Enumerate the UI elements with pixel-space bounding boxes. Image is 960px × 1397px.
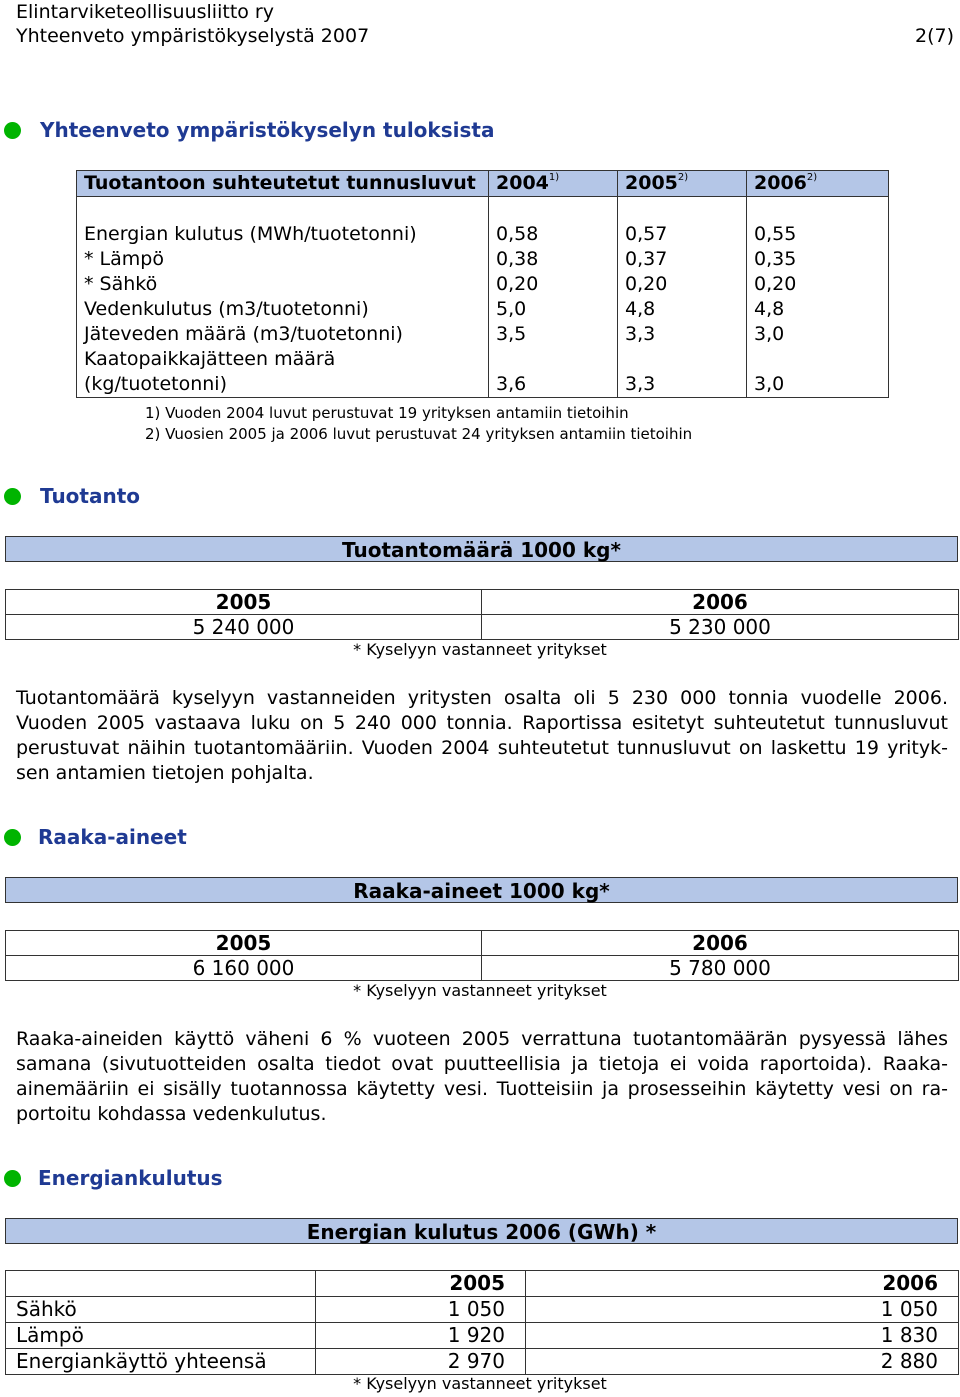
footnote-2: 2) Vuosien 2005 ja 2006 luvut perustuvat 24 yrityksen antamiin tietoihin — [145, 425, 693, 443]
section-title-summary: Yhteenveto ympäristökyselyn tuloksista — [40, 118, 495, 142]
year-header: 2006$^{2)}$ — [747, 171, 889, 197]
raw-materials-title-bar: Raaka-aineet 1000 kg* — [5, 877, 958, 903]
production-paragraph: Tuotantomäärä kyselyyn vastanneiden yritysten osalta oli 5 230 000 tonnia vuodelle 2006. Vuoden 2005 vastaava luku on 5 240 000 tonnia. Raportissa esitetyt suhteutetut tunnusluvut perustuvat näihin tuotantomääriin. Vuoden 2004 suhteutetut tunnusluvut on laskettu 19 yrityk-sen antamien tietojen pohjalta. — [16, 687, 948, 784]
table-row: Lämpö 1 920 1 830 — [6, 1323, 959, 1349]
table-row: 2005 2006 — [6, 590, 959, 615]
table-row: (kg/tuotetonni) 3,6 3,3 3,0 — [77, 372, 889, 398]
table-row: Sähkö 1 050 1 050 — [6, 1297, 959, 1323]
page-number: 2(7) — [914, 25, 954, 47]
summary-header-row — [77, 171, 889, 197]
summary-col-label: Tuotantoon suhteutetut tunnusluvut — [77, 171, 489, 197]
production-title-bar: Tuotantomäärä 1000 kg* — [5, 536, 958, 562]
energy-title-bar: Energian kulutus 2006 (GWh) * — [5, 1218, 958, 1244]
green-dot-icon — [4, 1170, 21, 1187]
green-dot-icon — [4, 829, 21, 846]
year-header: 2004$^{1)}$ — [489, 171, 618, 197]
table-row: * Lämpö 0,38 0,37 0,35 — [77, 247, 889, 272]
table-row: Kaatopaikkajätteen määrä — [77, 347, 889, 372]
green-dot-icon — [4, 122, 21, 139]
energy-table — [5, 1270, 959, 1375]
footnote-1: 1) Vuoden 2004 luvut perustuvat 19 yrityksen antamiin tietoihin — [145, 404, 629, 422]
production-footnote: * Kyselyyn vastanneet yritykset — [353, 640, 607, 659]
table-row: Energiankäyttö yhteensä 2 970 2 880 — [6, 1349, 959, 1375]
year-header: 2005$^{2)}$ — [618, 171, 747, 197]
raw-materials-table — [5, 930, 959, 981]
table-row: Energian kulutus (MWh/tuotetonni) 0,58 0,57 0,55 — [77, 222, 889, 247]
section-title-raw-materials: Raaka-aineet — [38, 825, 187, 849]
table-row: 6 160 000 5 780 000 — [6, 956, 959, 981]
raw-materials-footnote: * Kyselyyn vastanneet yritykset — [353, 981, 607, 1000]
green-dot-icon — [4, 488, 21, 505]
summary-spacer-row — [77, 197, 889, 223]
energy-footnote: * Kyselyyn vastanneet yritykset — [353, 1374, 607, 1393]
section-title-energy: Energiankulutus — [38, 1166, 223, 1190]
table-row: Vedenkulutus (m3/tuotetonni) 5,0 4,8 4,8 — [77, 297, 889, 322]
production-table — [5, 589, 959, 640]
document-title: Yhteenveto ympäristökyselystä 2007 — [16, 25, 370, 47]
table-row: 2005 2006 — [6, 931, 959, 956]
raw-materials-paragraph: Raaka-aineiden käyttö väheni 6 % vuoteen 2005 verrattuna tuotantomäärän pysyessä lähes samana (sivutuotteiden osalta tiedot ovat puutteellisia ja tietoja ei voida raportoida). Raaka-ainemääriin ei sisälly tuotannossa käytetty vesi. Tuotteisiin ja prosesseihin käytetty vesi on ra-portoitu kohdassa vedenkulutus. — [16, 1028, 948, 1125]
table-row: * Sähkö 0,20 0,20 0,20 — [77, 272, 889, 297]
section-title-production: Tuotanto — [40, 484, 141, 508]
organization-name: Elintarviketeollisuusliitto ry — [16, 1, 274, 23]
table-row: 5 240 000 5 230 000 — [6, 615, 959, 640]
summary-table — [76, 170, 889, 398]
table-row: 2005 2006 — [6, 1271, 959, 1297]
table-row: Jäteveden määrä (m3/tuotetonni) 3,5 3,3 3,0 — [77, 322, 889, 347]
